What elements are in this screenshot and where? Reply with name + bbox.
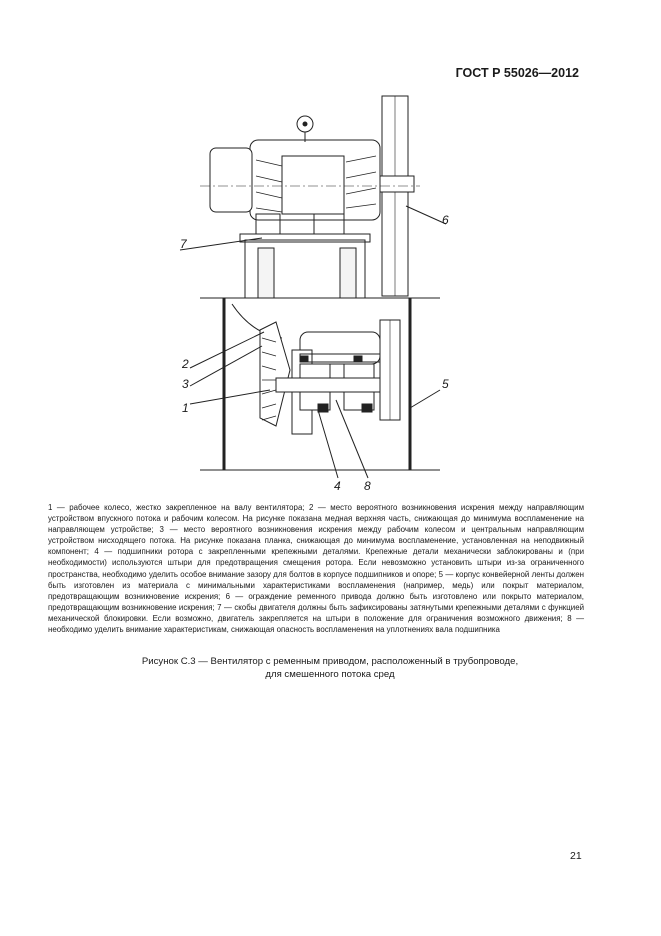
figure-legend <box>48 502 584 635</box>
callout-2: 2 <box>182 357 189 371</box>
callout-4: 4 <box>334 479 341 492</box>
callout-1: 1 <box>182 401 189 415</box>
callout-8: 8 <box>364 479 371 492</box>
caption-line-2: для смешенного потока сред <box>265 669 395 680</box>
page-number: 21 <box>570 850 582 862</box>
legend-text: 1 — рабочее колесо, жестко закрепленное на валу вентилятора; 2 — место вероятного возникновения искрения между направляющим устройством впускного потока и рабочим колесом. На рисунке показана медная верхняя часть, снижающая до минимума воспламенение на направляющем устройстве; 3 — место вероятного возникновения искрения между рабочим колесом и центральным направляющим устройством нисходящего потока. На рисунке показана планка, снижающая до минимума воспламенение, установленная на неподвижный компонент; 4 — подшипники ротора с закрепленными крепежными деталями. Крепежные детали механически заблокированы и (при необходимости) используются штыри для предотвращения смещения ротора. Если невозможно установить штыри из-за ограниченного пространства, необходимо уделить особое внимание зазору для болтов в корпусе подшипников и опоре; 5 — корпус конвейерной ленты должен быть изготовлен из материала с минимальными характеристиками воспламенения (например, медь) или покрыт материалом, предотвращающим возникновение искрения; 6 — ограждение ременного привода должно быть изготовлено или покрыто материалом, предотвращающим возникновение искрения; 7 — скобы двигателя должны быть зафиксированы затянутыми крепежными деталями с функцией механической блокировки. Если возможно, двигатель закрепляется на штыри в положение для ограничения возможного движения; 8 — необходимо уделить внимание характеристикам, снижающая опасность воспламенения на уплотнениях вала подшипника <box>48 503 584 635</box>
fan-drawing <box>170 92 460 492</box>
callout-6: 6 <box>442 213 449 227</box>
callout-5: 5 <box>442 377 449 391</box>
standard-header: ГОСТ Р 55026—2012 <box>455 66 579 80</box>
callout-7: 7 <box>180 237 187 251</box>
figure-caption <box>80 655 580 681</box>
caption-line-1: Рисунок С.3 — Вентилятор с ременным приводом, расположенный в трубопроводе, <box>141 656 519 667</box>
callout-3: 3 <box>182 377 189 391</box>
